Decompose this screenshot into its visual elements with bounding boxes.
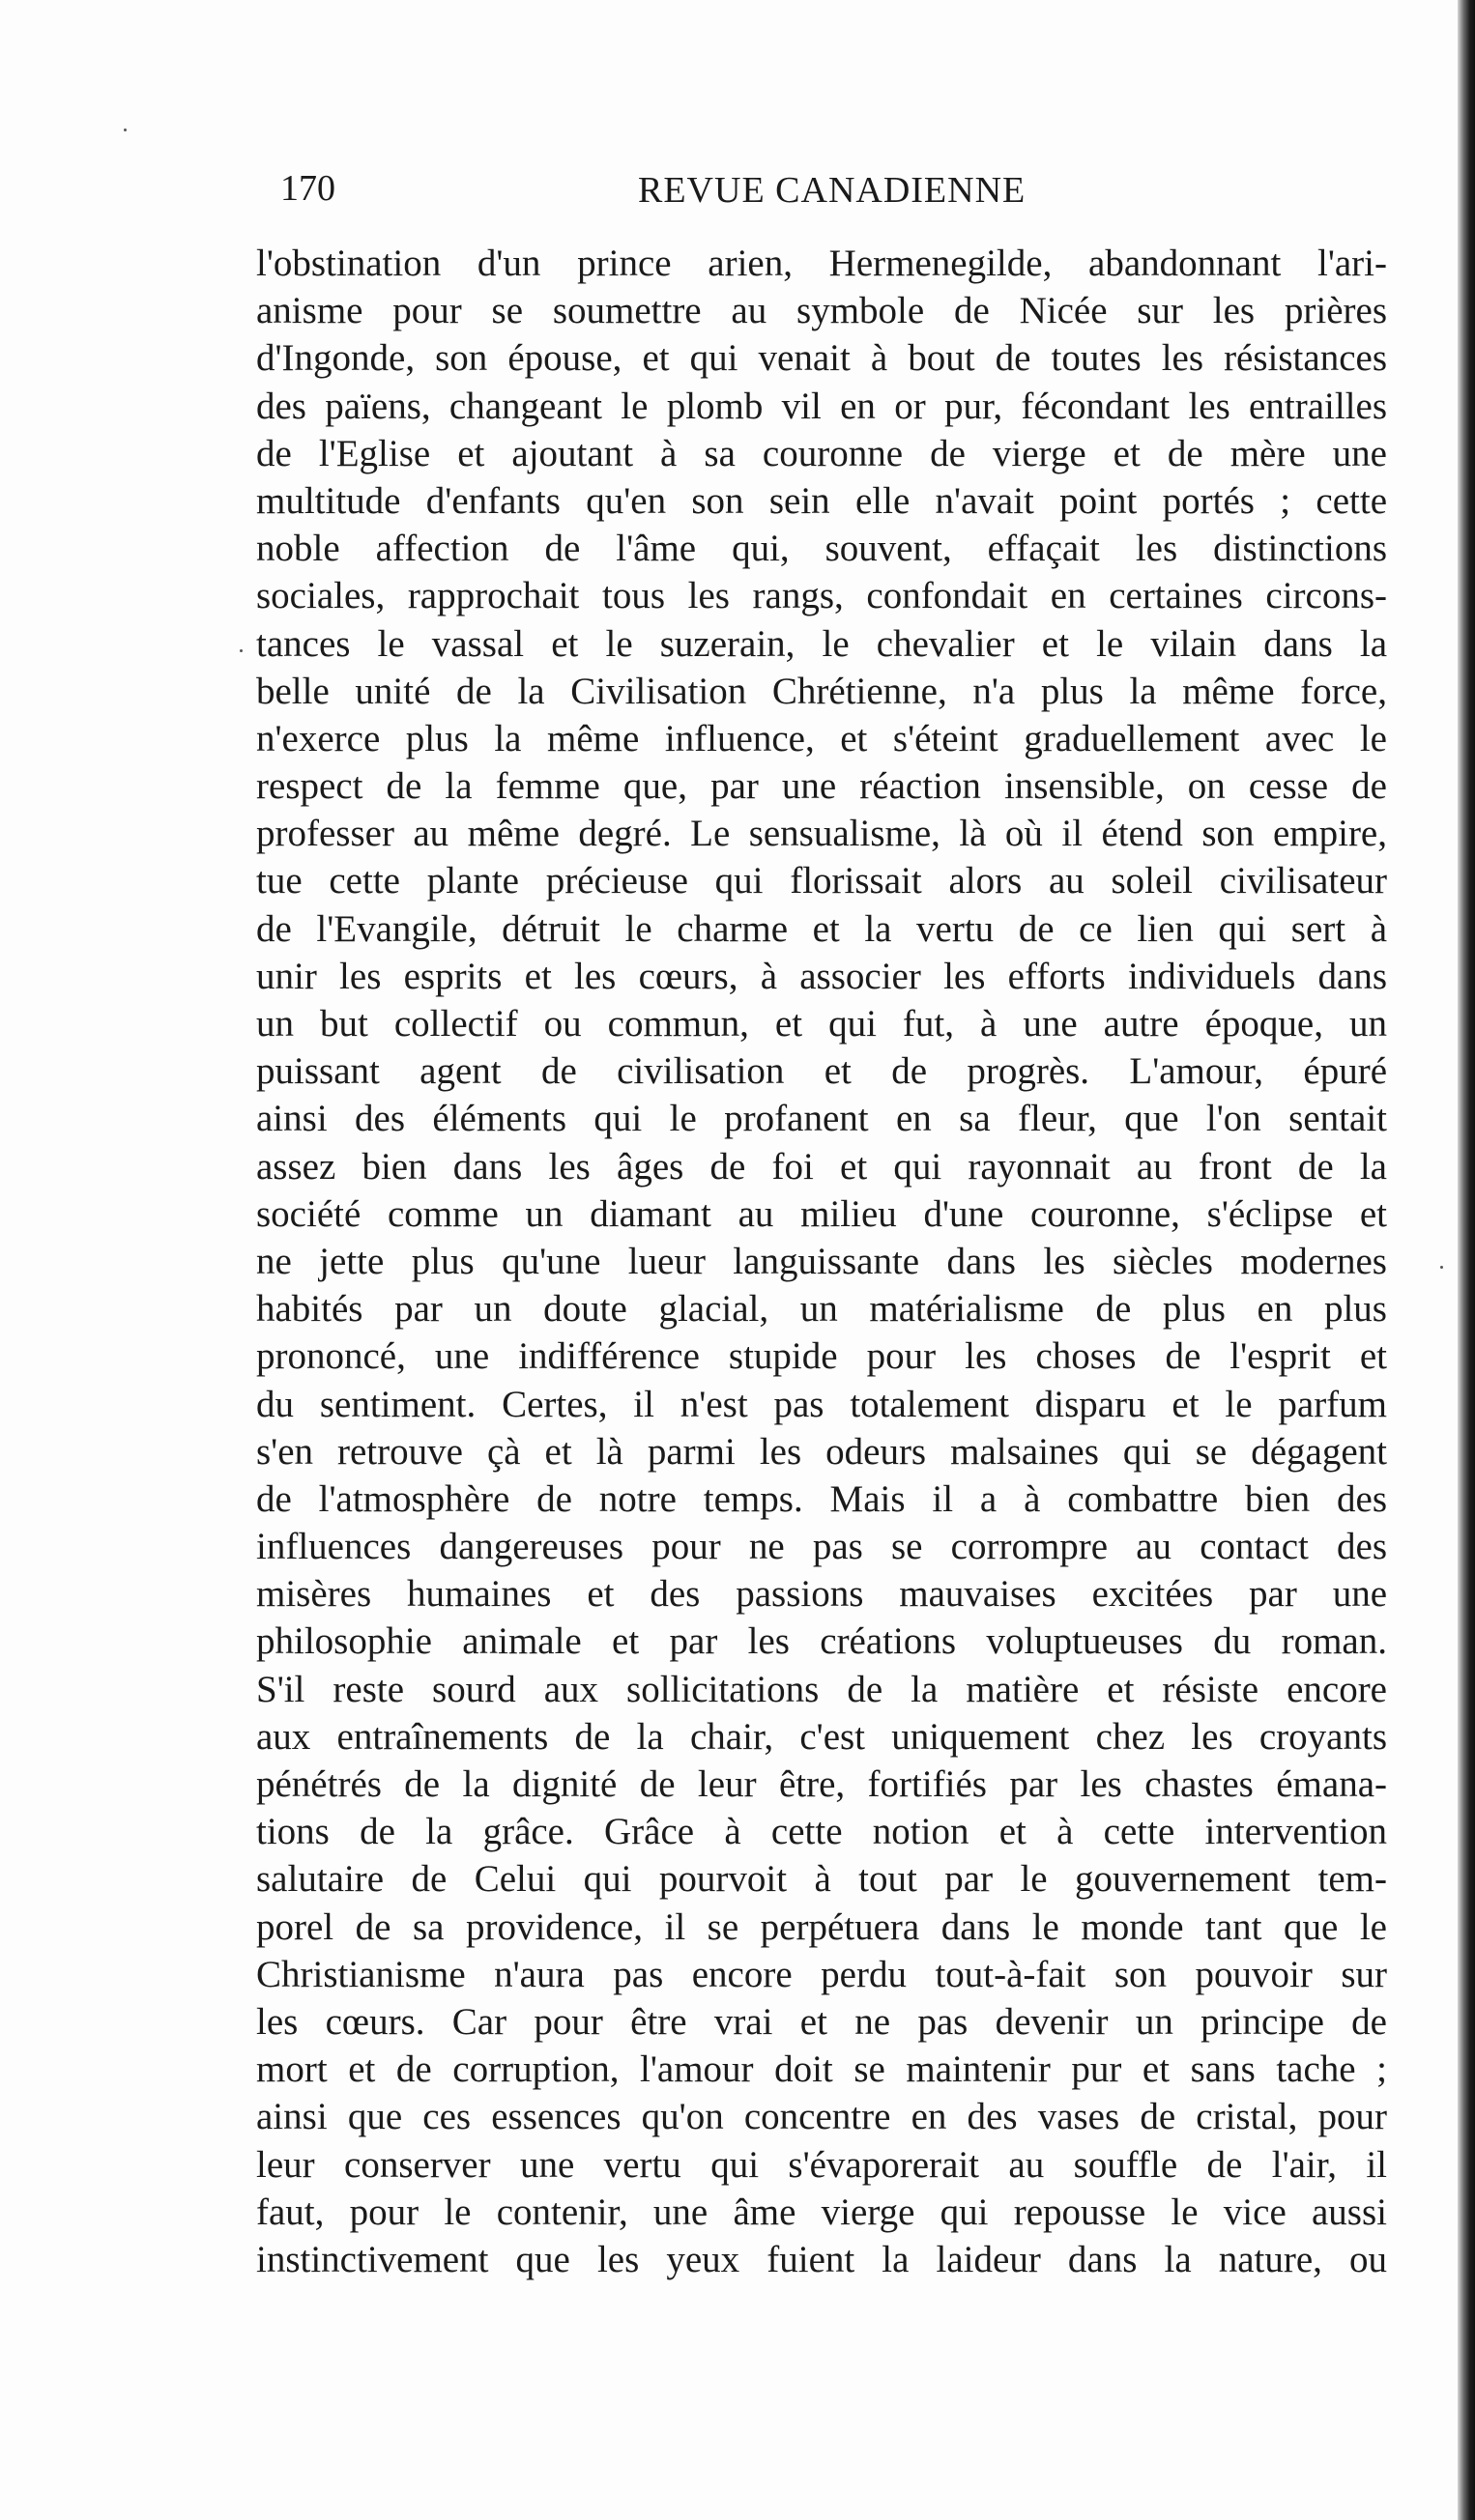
text-line: puissant agent de civilisation et de progrès. L'amour, épuré	[256, 1050, 1387, 1093]
running-title: REVUE CANADIENNE	[638, 170, 1027, 211]
page-header	[280, 164, 1083, 222]
text-line: faut, pour le contenir, une âme vierge qui repousse le vice aussi	[256, 2191, 1387, 2233]
body-text	[256, 240, 1387, 2283]
text-line: instinctivement que les yeux fuient la laideur dans la nature, ou	[256, 2238, 1387, 2280]
text-line: tances le vassal et le suzerain, le chevalier et le vilain dans la	[256, 622, 1387, 665]
text-line: pénétrés de la dignité de leur être, fortifiés par les chastes émana-	[256, 1763, 1387, 1805]
text-line: noble affection de l'âme qui, souvent, effaçait les distinctions	[256, 528, 1387, 570]
text-line: leur conserver une vertu qui s'évaporerait au souffle de l'air, il	[256, 2143, 1387, 2186]
text-line: sociales, rapprochait tous les rangs, confondait en certaines circons-	[256, 575, 1387, 617]
text-line: anisme pour se soumettre au symbole de Nicée sur les prières	[256, 290, 1387, 332]
text-line: n'exerce plus la même influence, et s'éteint graduellement avec le	[256, 717, 1387, 759]
text-line: tue cette plante précieuse qui florissait alors au soleil civilisateur	[256, 860, 1387, 902]
text-line: tions de la grâce. Grâce à cette notion et à cette intervention	[256, 1811, 1387, 1853]
text-line: philosophie animale et par les créations voluptueuses du roman.	[256, 1620, 1387, 1663]
text-line: de l'Eglise et ajoutant à sa couronne de vierge et de mère une	[256, 432, 1387, 474]
text-line: ainsi des éléments qui le profanent en sa fleur, que l'on sentait	[256, 1098, 1387, 1140]
text-line: respect de la femme que, par une réaction insensible, on cesse de	[256, 765, 1387, 808]
text-line: belle unité de la Civilisation Chrétienne, n'a plus la même force,	[256, 670, 1387, 712]
paper-speck	[240, 649, 243, 652]
text-line: l'obstination d'un prince arien, Hermenegilde, abandonnant l'ari-	[256, 243, 1387, 284]
text-line: des païens, changeant le plomb vil en or pur, fécondant les entrailles	[256, 385, 1387, 427]
binding-edge	[1458, 0, 1475, 2520]
text-line: assez bien dans les âges de foi et qui rayonnait au front de la	[256, 1145, 1387, 1188]
text-line: salutaire de Celui qui pourvoit à tout par le gouvernement tem-	[256, 1858, 1387, 1901]
text-line: ainsi que ces essences qu'on concentre en des vases de cristal, pour	[256, 2096, 1387, 2138]
text-line: S'il reste sourd aux sollicitations de la matière et résiste encore	[256, 1668, 1387, 1710]
text-line: un but collectif ou commun, et qui fut, à une autre époque, un	[256, 1003, 1387, 1045]
text-line: du sentiment. Certes, il n'est pas totalement disparu et le parfum	[256, 1383, 1387, 1425]
text-line: aux entraînements de la chair, c'est uniquement chez les croyants	[256, 1715, 1387, 1758]
text-line: porel de sa providence, il se perpétuera dans le monde tant que le	[256, 1905, 1387, 1948]
text-line: professer au même degré. Le sensualisme, là où il étend son empire,	[256, 813, 1387, 855]
text-line: misères humaines et des passions mauvaises excitées par une	[256, 1573, 1387, 1616]
text-line: de l'atmosphère de notre temps. Mais il a à combattre bien des	[256, 1477, 1387, 1520]
page-number: 170	[280, 168, 335, 209]
text-line: multitude d'enfants qu'en son sein elle n'avait point portés ; cette	[256, 479, 1387, 522]
text-line: influences dangereuses pour ne pas se corrompre au contact des	[256, 1526, 1387, 1568]
paper-speck	[124, 129, 127, 131]
text-line: ne jette plus qu'une lueur languissante dans les siècles modernes	[256, 1240, 1387, 1282]
text-line: unir les esprits et les cœurs, à associer les efforts individuels dans	[256, 955, 1387, 997]
text-line: habités par un doute glacial, un matérialisme de plus en plus	[256, 1288, 1387, 1331]
text-line: les cœurs. Car pour être vrai et ne pas devenir un principe de	[256, 2000, 1387, 2043]
text-line: s'en retrouve çà et là parmi les odeurs malsaines qui se dégagent	[256, 1430, 1387, 1473]
text-line: société comme un diamant au milieu d'une couronne, s'éclipse et	[256, 1192, 1387, 1235]
text-line: de l'Evangile, détruit le charme et la vertu de ce lien qui sert à	[256, 907, 1387, 950]
paper-speck	[1440, 1266, 1443, 1269]
text-line: mort et de corruption, l'amour doit se maintenir pur et sans tache ;	[256, 2048, 1387, 2091]
text-line: d'Ingonde, son épouse, et qui venait à bout de toutes les résistances	[256, 337, 1387, 380]
text-line: prononcé, une indifférence stupide pour les choses de l'esprit et	[256, 1335, 1387, 1378]
text-line: Christianisme n'aura pas encore perdu tout-à-fait son pouvoir sur	[256, 1953, 1387, 1995]
